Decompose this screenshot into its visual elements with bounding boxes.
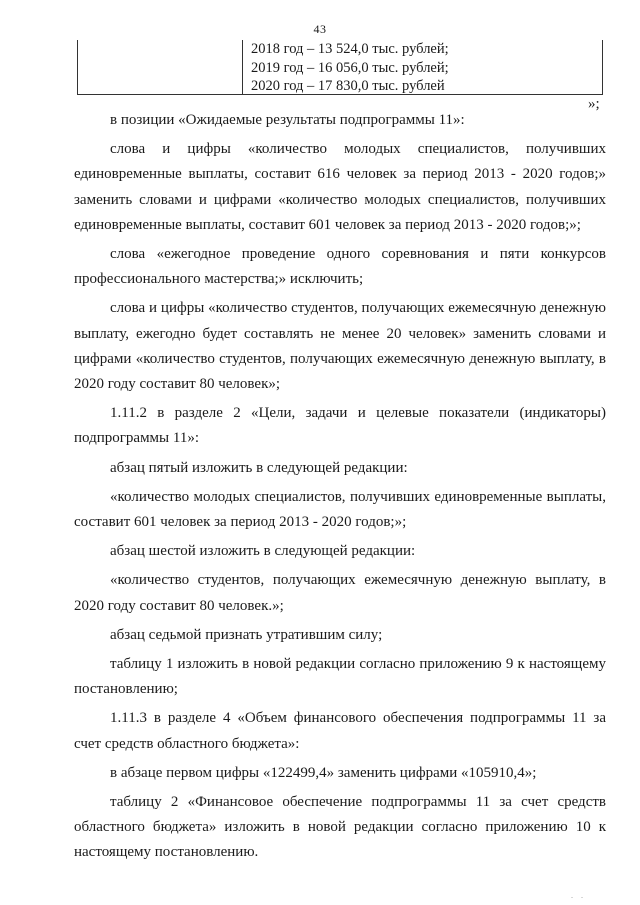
page-number: 43 [313, 22, 327, 36]
paragraph: абзац шестой изложить в следующей редакции: [110, 543, 416, 560]
paragraph: абзац пятый изложить в следующей редакции: [110, 459, 408, 476]
paragraph: слова и цифры «количество студентов, получающих ежемесячную денежную выплату, ежегодно будет составлять не менее 20 человек» заменить словами и цифрами «количество студентов, получающих ежемесячную денежную выплату, в 2020 году составит 80 человек»; [74, 300, 606, 393]
paragraph: слова и цифры «количество молодых специалистов, получивших единовременные выплаты, составит 616 человек за период 2013 - 2020 годов;» заменить словами и цифрами «количество молодых специалистов, получивших единовременные выплаты, составит 601 человек за период 2013 - 2020 годов;»; [74, 141, 606, 233]
paragraph: слова «ежегодное проведение одного соревнования и пяти конкурсов профессионального мастерства;» исключить; [74, 246, 606, 288]
funding-row-2019: 2019 год – 16 056,0 тыс. рублей; [251, 59, 449, 76]
scan-artifact: . . [571, 891, 586, 900]
paragraph: в позиции «Ожидаемые результаты подпрограммы 11»: [110, 112, 465, 128]
funding-row-2020: 2020 год – 17 830,0 тыс. рублей [251, 78, 445, 94]
funding-table [77, 40, 603, 95]
table-cell-empty [78, 40, 243, 94]
table-cell-funding [243, 40, 602, 94]
funding-row-2018: 2018 год – 13 524,0 тыс. рублей; [251, 41, 449, 57]
paragraph: в абзаце первом цифры «122499,4» заменить цифрами «105910,4»; [110, 764, 537, 781]
document-body [74, 108, 606, 870]
paragraph: абзац седьмой признать утратившим силу; [110, 626, 383, 643]
paragraph: 1.11.2 в разделе 2 «Цели, задачи и целевые показатели (индикаторы) подпрограммы 11»: [74, 405, 606, 447]
closing-quote: »; [588, 96, 600, 112]
paragraph: «количество молодых специалистов, получивших единовременные выплаты, составит 601 человек за период 2013 - 2020 годов;»; [74, 488, 606, 531]
paragraph: таблицу 2 «Финансовое обеспечение подпрограммы 11 за счет средств областного бюджета» изложить в новой редакции согласно приложению 10 к настоящему постановлению. [74, 794, 606, 861]
paragraph: таблицу 1 изложить в новой редакции согласно приложению 9 к настоящему постановлению; [74, 656, 606, 698]
paragraph: «количество студентов, получающих ежемесячную денежную выплату, в 2020 году составит 80 человек.»; [74, 572, 606, 614]
paragraph: 1.11.3 в разделе 4 «Объем финансового обеспечения подпрограммы 11 за счет средств областного бюджета»: [74, 710, 606, 752]
